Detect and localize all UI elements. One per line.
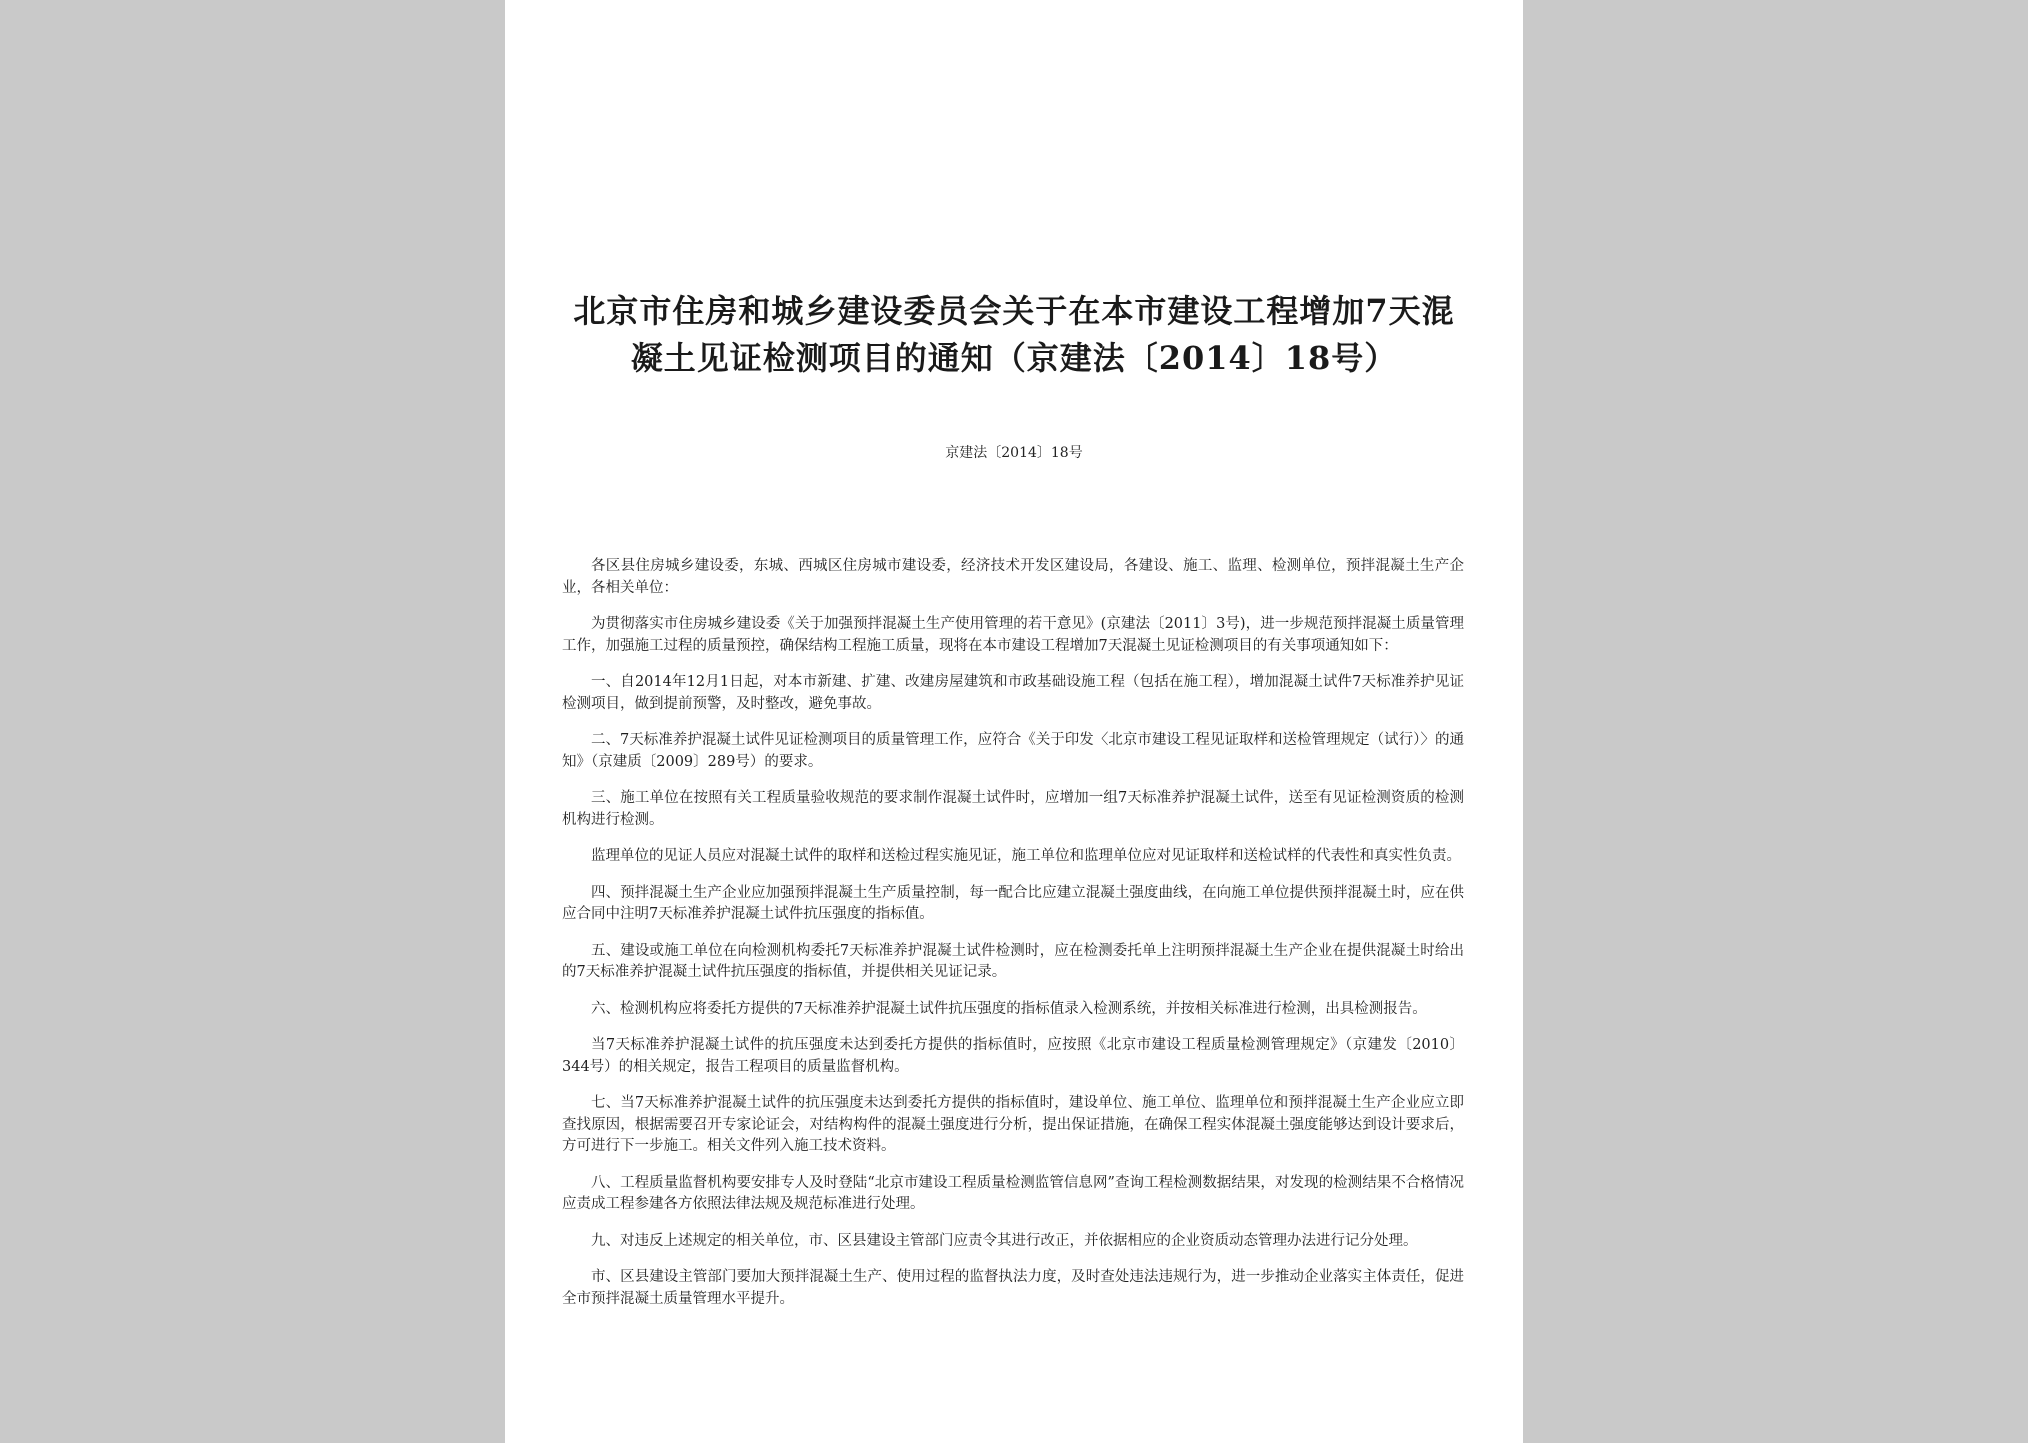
body-paragraph: 监理单位的见证人员应对混凝土试件的取样和送检过程实施见证，施工单位和监理单位应对见证取样和送检试样的代表性和真实性负责。 bbox=[591, 848, 1461, 864]
body-paragraph: 九、对违反上述规定的相关单位，市、区县建设主管部门应责令其进行改正，并依据相应的企业资质动态管理办法进行记分处理。 bbox=[591, 1232, 1418, 1249]
body-paragraph: 市、区县建设主管部门要加大预拌混凝土生产、使用过程的监督执法力度，及时查处违法违规行为，进一步推动企业落实主体责任，促进全市预拌混凝土质量管理水平提升。 bbox=[562, 1269, 1464, 1307]
body-paragraph: 八、工程质量监督机构要安排专人及时登陆“北京市建设工程质量检测监管信息网”查询工程检测数据结果，对发现的检测结果不合格情况应责成工程参建各方依照法律法规及规范标准进行处理。 bbox=[562, 1174, 1464, 1212]
document-body bbox=[562, 556, 1464, 1325]
document-number: 京建法〔2014〕18号 bbox=[945, 445, 1083, 461]
body-paragraph: 当7天标准养护混凝土试件的抗压强度未达到委托方提供的指标值时，应按照《北京市建设工程质量检测管理规定》（京建发〔2010〕344号）的相关规定，报告工程项目的质量监督机构。 bbox=[562, 1037, 1464, 1075]
body-paragraph: 为贯彻落实市住房城乡建设委《关于加强预拌混凝土生产使用管理的若干意见》(京建法〔2011〕3号)，进一步规范预拌混凝土质量管理工作，加强施工过程的质量预控，确保结构工程施工质量，现将在本市建设工程增加7天混凝土见证检测项目的有关事项通知如下： bbox=[562, 616, 1464, 654]
body-paragraph: 六、检测机构应将委托方提供的7天标准养护混凝土试件抗压强度的指标值录入检测系统，并按相关标准进行检测，出具检测报告。 bbox=[591, 1000, 1427, 1017]
body-paragraph: 三、施工单位在按照有关工程质量验收规范的要求制作混凝土试件时，应增加一组7天标准养护混凝土试件，送至有见证检测资质的检测机构进行检测。 bbox=[562, 790, 1464, 828]
body-paragraph: 七、当7天标准养护混凝土试件的抗压强度未达到委托方提供的指标值时，建设单位、施工单位、监理单位和预拌混凝土生产企业应立即查找原因，根据需要召开专家论证会，对结构构件的混凝土强度进行分析，提出保证措施，在确保工程实体混凝土强度能够达到设计要求后，方可进行下一步施工。相关文件列入施工技术资料。 bbox=[562, 1095, 1464, 1154]
body-paragraph: 四、预拌混凝土生产企业应加强预拌混凝土生产质量控制，每一配合比应建立混凝土强度曲线，在向施工单位提供预拌混凝土时，应在供应合同中注明7天标准养护混凝土试件抗压强度的指标值。 bbox=[562, 884, 1464, 922]
document-title: 北京市住房和城乡建设委员会关于在本市建设工程增加7天混凝土见证检测项目的通知（京建法〔2014〕18号） bbox=[573, 292, 1455, 377]
document-page bbox=[505, 0, 1523, 1443]
body-paragraph: 五、建设或施工单位在向检测机构委托7天标准养护混凝土试件检测时，应在检测委托单上注明预拌混凝土生产企业在提供混凝土时给出的7天标准养护混凝土试件抗压强度的指标值，并提供相关见证记录。 bbox=[562, 942, 1464, 980]
addressee-paragraph: 各区县住房城乡建设委，东城、西城区住房城市建设委，经济技术开发区建设局，各建设、施工、监理、检测单位，预拌混凝土生产企业，各相关单位： bbox=[562, 558, 1464, 596]
body-paragraph: 二、7天标准养护混凝土试件见证检测项目的质量管理工作，应符合《关于印发〈北京市建设工程见证取样和送检管理规定（试行）〉的通知》（京建质〔2009〕289号）的要求。 bbox=[562, 732, 1464, 770]
body-paragraph: 一、自2014年12月1日起，对本市新建、扩建、改建房屋建筑和市政基础设施工程（包括在施工程），增加混凝土试件7天标准养护见证检测项目，做到提前预警，及时整改，避免事故。 bbox=[562, 674, 1464, 712]
